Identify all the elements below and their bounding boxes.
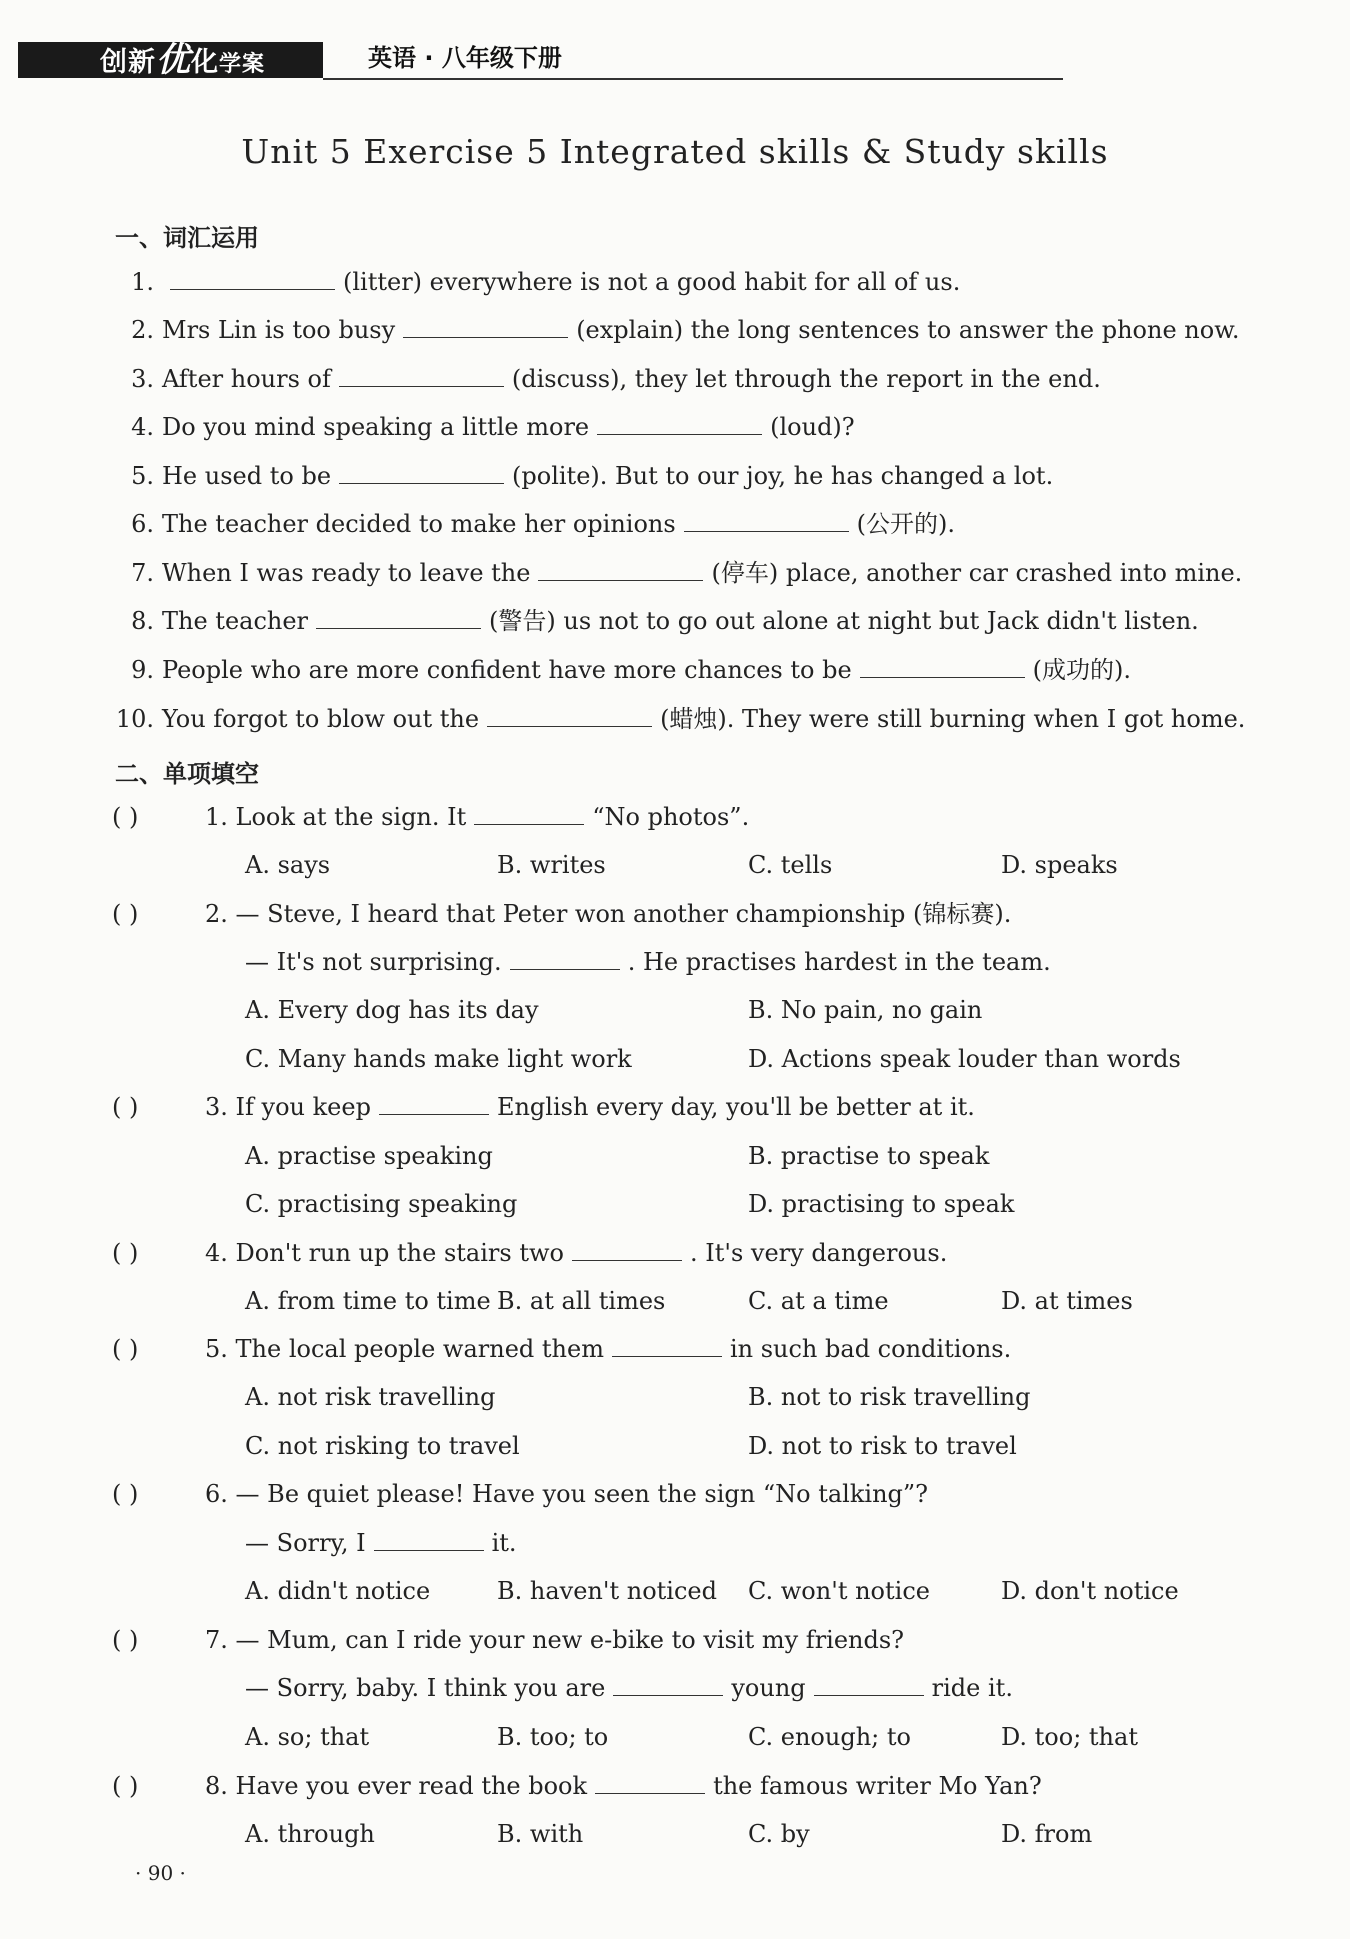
page-title: Unit 5 Exercise 5 Integrated skills & Study skills	[241, 132, 1109, 171]
question-6: 6. — Be quiet please! Have you seen the sign “No talking”?	[205, 1480, 929, 1508]
option-d: D. too; that	[1001, 1723, 1138, 1751]
page-number: · 90 ·	[135, 1861, 186, 1885]
option-b: B. practise to speak	[748, 1142, 990, 1170]
option-d: D. from	[1001, 1820, 1093, 1848]
option-b: B. haven't noticed	[497, 1577, 717, 1605]
answer-blank	[860, 655, 1025, 678]
answer-blank	[170, 267, 335, 290]
vocabulary-item	[112, 605, 1199, 637]
answer-blank	[379, 1092, 489, 1115]
item-text: (公开的).	[856, 510, 956, 538]
option-a: A. practise speaking	[245, 1142, 493, 1170]
question-4: 4. Don't run up the stairs two . It's very dangerous.	[205, 1239, 948, 1267]
option-b: B. with	[497, 1820, 584, 1848]
question-3: 3. If you keep English every day, you'll be better at it.	[205, 1093, 975, 1121]
option-c: C. won't notice	[748, 1577, 930, 1605]
option-c: C. Many hands make light work	[245, 1045, 632, 1073]
option-a: A. through	[245, 1820, 375, 1848]
answer-blank	[510, 947, 620, 970]
item-number: 7.	[131, 559, 154, 587]
option-a: A. not risk travelling	[245, 1383, 496, 1411]
vocabulary-item	[112, 411, 855, 443]
answer-bracket: ( )	[112, 1239, 139, 1267]
item-number: 8.	[131, 607, 154, 635]
answer-bracket: ( )	[112, 1093, 139, 1121]
item-number: 1.	[131, 268, 154, 296]
option-d: D. don't notice	[1001, 1577, 1179, 1605]
answer-blank	[316, 606, 481, 629]
item-text: (discuss), they let through the report in the end.	[511, 365, 1101, 393]
option-a: A. so; that	[245, 1723, 370, 1751]
answer-blank	[339, 461, 504, 484]
question-7-reply: — Sorry, baby. I think you are young ride it.	[245, 1674, 1013, 1702]
item-text: (explain) the long sentences to answer the phone now.	[576, 316, 1240, 344]
option-c: C. at a time	[748, 1287, 889, 1315]
answer-blank	[403, 315, 568, 338]
answer-blank	[474, 802, 584, 825]
brand-logo: 创新优化学案	[18, 42, 323, 78]
item-text: (成功的).	[1032, 656, 1132, 684]
answer-blank	[572, 1238, 682, 1261]
vocabulary-item	[112, 557, 1242, 589]
item-number: 10.	[115, 705, 154, 733]
item-text: Do you mind speaking a little more	[162, 413, 590, 441]
answer-blank	[595, 1771, 705, 1794]
item-text: (停车) place, another car crashed into mine.	[711, 559, 1243, 587]
answer-blank	[613, 1673, 723, 1696]
item-text: After hours of	[162, 365, 331, 393]
option-d: D. practising to speak	[748, 1190, 1015, 1218]
option-c: C. enough; to	[748, 1723, 911, 1751]
question-1: 1. Look at the sign. It “No photos”.	[205, 803, 750, 831]
option-c: C. not risking to travel	[245, 1432, 520, 1460]
question-2: 2. — Steve, I heard that Peter won another championship (锦标赛).	[205, 900, 1012, 928]
question-7: 7. — Mum, can I ride your new e-bike to visit my friends?	[205, 1626, 905, 1654]
item-text: (loud)?	[770, 413, 855, 441]
answer-blank	[814, 1673, 924, 1696]
answer-blank	[374, 1528, 484, 1551]
vocabulary-item	[112, 363, 1101, 395]
answer-bracket: ( )	[112, 900, 139, 928]
option-a: A. says	[245, 851, 331, 879]
item-text: You forgot to blow out the	[162, 705, 480, 733]
item-text: People who are more confident have more chances to be	[162, 656, 852, 684]
item-number: 3.	[131, 365, 154, 393]
item-number: 2.	[131, 316, 154, 344]
item-number: 5.	[131, 462, 154, 490]
option-d: D. not to risk to travel	[748, 1432, 1017, 1460]
answer-blank	[339, 364, 504, 387]
item-text: Mrs Lin is too busy	[162, 316, 396, 344]
item-text: (警告) us not to go out alone at night but Jack didn't listen.	[489, 607, 1199, 635]
option-a: A. from time to time	[245, 1287, 491, 1315]
option-d: D. speaks	[1001, 851, 1118, 879]
option-d: D. at times	[1001, 1287, 1133, 1315]
answer-bracket: ( )	[112, 1772, 139, 1800]
option-b: B. at all times	[497, 1287, 666, 1315]
item-text: When I was ready to leave the	[162, 559, 531, 587]
answer-blank	[538, 558, 703, 581]
item-text: (polite). But to our joy, he has changed a lot.	[512, 462, 1054, 490]
header-divider	[323, 78, 1063, 80]
option-c: C. by	[748, 1820, 810, 1848]
item-text: (蜡烛). They were still burning when I got home.	[660, 705, 1246, 733]
vocabulary-item	[112, 703, 1245, 735]
question-2-reply: — It's not surprising. . He practises hardest in the team.	[245, 948, 1051, 976]
item-text: The teacher decided to make her opinions	[162, 510, 676, 538]
question-6-reply: — Sorry, I it.	[245, 1529, 517, 1557]
vocabulary-item	[112, 314, 1240, 346]
answer-bracket: ( )	[112, 1480, 139, 1508]
question-8: 8. Have you ever read the book the famous writer Mo Yan?	[205, 1772, 1042, 1800]
section-heading-vocabulary: 一、词汇运用	[115, 224, 259, 252]
option-d: D. Actions speak louder than words	[748, 1045, 1181, 1073]
answer-bracket: ( )	[112, 803, 139, 831]
item-text: (litter) everywhere is not a good habit for all of us.	[343, 268, 961, 296]
answer-blank	[597, 412, 762, 435]
option-b: B. No pain, no gain	[748, 996, 983, 1024]
answer-blank	[612, 1334, 722, 1357]
option-a: A. Every dog has its day	[245, 996, 539, 1024]
option-b: B. writes	[497, 851, 606, 879]
option-a: A. didn't notice	[245, 1577, 431, 1605]
section-heading-single-choice: 二、单项填空	[115, 760, 259, 788]
option-b: B. too; to	[497, 1723, 609, 1751]
option-c: C. tells	[748, 851, 833, 879]
book-title: 英语 · 八年级下册	[368, 44, 562, 72]
option-c: C. practising speaking	[245, 1190, 518, 1218]
answer-bracket: ( )	[112, 1626, 139, 1654]
item-text: He used to be	[162, 462, 332, 490]
option-b: B. not to risk travelling	[748, 1383, 1031, 1411]
page-header	[18, 38, 1063, 82]
answer-blank	[684, 509, 849, 532]
item-number: 9.	[131, 656, 154, 684]
answer-blank	[487, 704, 652, 727]
answer-bracket: ( )	[112, 1335, 139, 1363]
question-5: 5. The local people warned them in such bad conditions.	[205, 1335, 1012, 1363]
vocabulary-item	[112, 654, 1131, 686]
item-text: The teacher	[162, 607, 309, 635]
vocabulary-item	[112, 266, 960, 298]
vocabulary-item	[112, 460, 1053, 492]
vocabulary-item	[112, 508, 955, 540]
item-number: 4.	[131, 413, 154, 441]
item-number: 6.	[131, 510, 154, 538]
